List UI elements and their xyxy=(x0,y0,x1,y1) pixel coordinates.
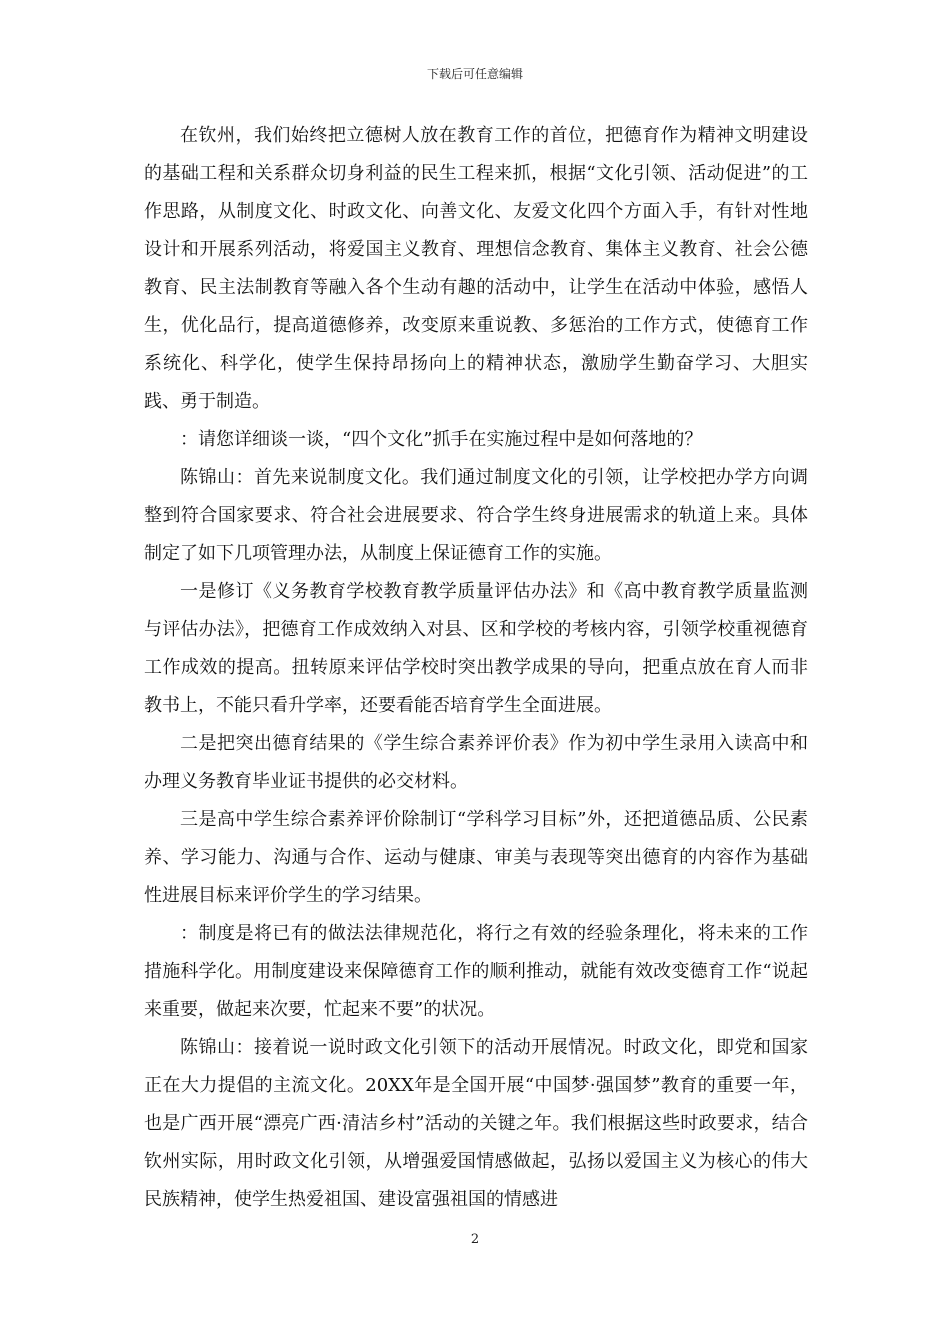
page-number: 2 xyxy=(470,1232,480,1247)
paragraph-institution-comment: ：制度是将已有的做法法律规范化，将行之有效的经验条理化，将未来的工作措施科学化。用制度建设来保障德育工作的顺利推动，就能有效改变德育工作“说起来重要，做起来次要，忙起来不要”的状况。 xyxy=(144,923,808,1020)
paragraph-point-two: 二是把突出德育结果的《学生综合素养评价表》作为初中学生录用入读高中和办理义务教育毕业证书提供的必交材料。 xyxy=(144,733,808,792)
document-body xyxy=(144,117,808,1219)
paragraph-point-three: 三是高中学生综合素养评价除制订“学科学习目标”外，还把道德品质、公民素养、学习能力、沟通与合作、运动与健康、审美与表现等突出德育的内容作为基础性进展目标来评价学生的学习结果。 xyxy=(144,809,808,906)
page-header-note: 下载后可任意编辑 xyxy=(426,67,523,81)
paragraph-intro: 在钦州，我们始终把立德树人放在教育工作的首位，把德育作为精神文明建设的基础工程和关系群众切身利益的民生工程来抓，根据“文化引领、活动促进”的工作思路，从制度文化、时政文化、向善文化、友爱文化四个方面入手，有针对性地设计和开展系列活动，将爱国主义教育、理想信念教育、集体主义教育、社会公德教育、民主法制教育等融入各个生动有趣的活动中，让学生在活动中体验，感悟人生，优化品行，提高道德修养，改变原来重说教、多惩治的工作方式，使德育工作系统化、科学化，使学生保持昂扬向上的精神状态，激励学生勤奋学习、大胆实践、勇于制造。 xyxy=(144,125,808,412)
paragraph-point-one: 一是修订《义务教育学校教育教学质量评估办法》和《高中教育教学质量监测与评估办法》，把德育工作成效纳入对县、区和学校的考核内容，引领学校重视德育工作成效的提高。扭转原来评估学校时突出教学成果的导向，把重点放在育人而非教书上，不能只看升学率，还要看能否培育学生全面进展。 xyxy=(144,581,808,716)
paragraph-institutional-culture: 陈锦山：首先来说制度文化。我们通过制度文化的引领，让学校把办学方向调整到符合国家要求、符合社会进展要求、符合学生终身进展需求的轨道上来。具体制定了如下几项管理办法，从制度上保证德育工作的实施。 xyxy=(144,467,808,564)
paragraph-current-affairs-culture: 陈锦山：接着说一说时政文化引领下的活动开展情况。时政文化，即党和国家正在大力提倡的主流文化。20XX年是全国开展“中国梦·强国梦”教育的重要一年，也是广西开展“漂亮广西·清洁乡村”活动的关键之年。我们根据这些时政要求，结合钦州实际，用时政文化引领，从增强爱国情感做起，弘扬以爱国主义为核心的伟大民族精神，使学生热爱祖国、建设富强祖国的情感进 xyxy=(144,1037,808,1210)
paragraph-question-four-cultures: ：请您详细谈一谈，“四个文化”抓手在实施过程中是如何落地的？ xyxy=(180,429,703,450)
